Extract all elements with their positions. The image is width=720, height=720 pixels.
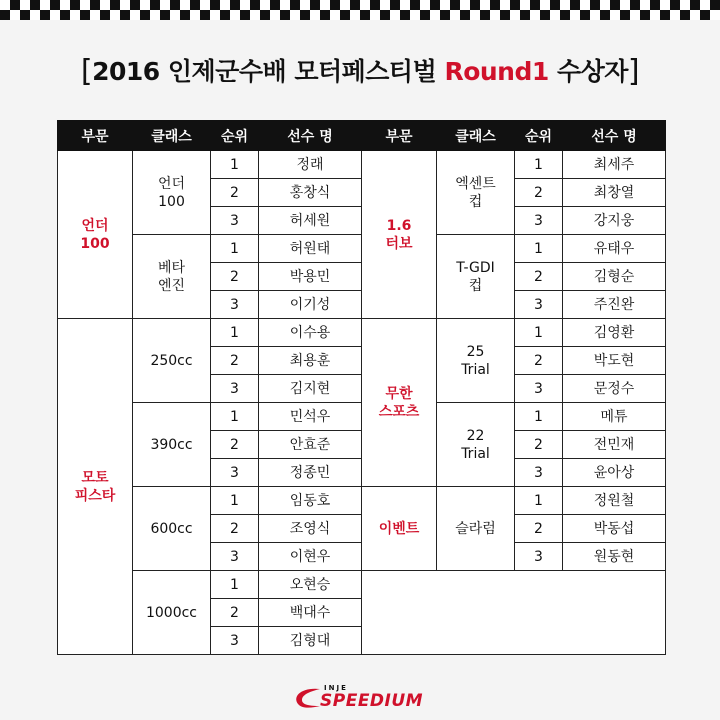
title-bracket-open: [ <box>80 54 93 89</box>
right-category-cell: 이벤트 <box>362 487 437 571</box>
title-round: Round1 <box>444 57 549 86</box>
right-class-cell: T-GDI 컵 <box>437 235 515 319</box>
left-class-cell: 390cc <box>133 403 211 487</box>
right-rank-cell: 1 <box>515 235 563 263</box>
left-rank-cell: 1 <box>211 487 259 515</box>
left-rank-cell: 2 <box>211 515 259 543</box>
right-rank-cell: 3 <box>515 543 563 571</box>
table-row <box>58 571 666 599</box>
header-category-right: 부문 <box>362 121 437 151</box>
right-rank-cell: 1 <box>515 487 563 515</box>
right-rank-cell: 3 <box>515 459 563 487</box>
logo-speedium-text: SPEEDIUM <box>320 691 424 711</box>
left-class-cell: 600cc <box>133 487 211 571</box>
table-row <box>58 319 666 347</box>
inje-speedium-logo <box>290 684 440 714</box>
left-category-cell: 모토 피스타 <box>58 319 133 655</box>
checkered-flag-border <box>0 0 720 20</box>
left-rank-cell: 3 <box>211 291 259 319</box>
left-rank-cell: 3 <box>211 375 259 403</box>
left-winner-name: 임동호 <box>259 487 362 515</box>
right-rank-cell: 2 <box>515 431 563 459</box>
right-rank-cell: 1 <box>515 403 563 431</box>
header-name-right: 선수 명 <box>563 121 666 151</box>
right-rank-cell: 3 <box>515 291 563 319</box>
right-empty-cell <box>362 571 666 655</box>
right-winner-name: 문정수 <box>563 375 666 403</box>
left-rank-cell: 1 <box>211 235 259 263</box>
right-class-cell: 22 Trial <box>437 403 515 487</box>
title-prefix: 2016 인제군수배 모터페스티벌 <box>92 57 445 86</box>
left-class-cell: 1000cc <box>133 571 211 655</box>
right-class-cell: 슬라럼 <box>437 487 515 571</box>
left-winner-name: 이현우 <box>259 543 362 571</box>
right-winner-name: 전민재 <box>563 431 666 459</box>
left-winner-name: 홍창식 <box>259 179 362 207</box>
results-table <box>57 120 666 655</box>
left-winner-name: 최용훈 <box>259 347 362 375</box>
right-winner-name: 주진완 <box>563 291 666 319</box>
header-class-right: 클래스 <box>437 121 515 151</box>
left-winner-name: 박용민 <box>259 263 362 291</box>
left-class-cell: 250cc <box>133 319 211 403</box>
left-rank-cell: 3 <box>211 627 259 655</box>
left-winner-name: 허세원 <box>259 207 362 235</box>
right-rank-cell: 2 <box>515 515 563 543</box>
right-category-cell: 무한 스포츠 <box>362 319 437 487</box>
left-winner-name: 김지현 <box>259 375 362 403</box>
right-rank-cell: 3 <box>515 375 563 403</box>
right-rank-cell: 2 <box>515 347 563 375</box>
left-rank-cell: 2 <box>211 599 259 627</box>
left-winner-name: 정래 <box>259 151 362 179</box>
right-winner-name: 김영환 <box>563 319 666 347</box>
left-winner-name: 이기성 <box>259 291 362 319</box>
header-name-left: 선수 명 <box>259 121 362 151</box>
left-rank-cell: 2 <box>211 263 259 291</box>
right-winner-name: 박도현 <box>563 347 666 375</box>
left-rank-cell: 1 <box>211 571 259 599</box>
left-rank-cell: 2 <box>211 347 259 375</box>
left-rank-cell: 1 <box>211 403 259 431</box>
right-rank-cell: 2 <box>515 179 563 207</box>
page-title <box>0 52 720 88</box>
table-row <box>58 151 666 179</box>
left-rank-cell: 2 <box>211 431 259 459</box>
header-rank-left: 순위 <box>211 121 259 151</box>
title-suffix: 수상자 <box>548 57 628 86</box>
right-category-cell: 1.6 터보 <box>362 151 437 319</box>
title-bracket-close: ] <box>627 54 640 89</box>
right-winner-name: 최창열 <box>563 179 666 207</box>
right-class-cell: 엑센트 컵 <box>437 151 515 235</box>
left-winner-name: 허원태 <box>259 235 362 263</box>
right-rank-cell: 1 <box>515 319 563 347</box>
right-winner-name: 윤아상 <box>563 459 666 487</box>
left-winner-name: 김형대 <box>259 627 362 655</box>
table-header-row <box>58 121 666 151</box>
right-rank-cell: 2 <box>515 263 563 291</box>
right-winner-name: 정원철 <box>563 487 666 515</box>
right-rank-cell: 1 <box>515 151 563 179</box>
left-winner-name: 정종민 <box>259 459 362 487</box>
left-winner-name: 안효준 <box>259 431 362 459</box>
header-category-left: 부문 <box>58 121 133 151</box>
header-class-left: 클래스 <box>133 121 211 151</box>
left-rank-cell: 3 <box>211 543 259 571</box>
right-winner-name: 메튜 <box>563 403 666 431</box>
left-winner-name: 조영식 <box>259 515 362 543</box>
left-category-cell: 언더 100 <box>58 151 133 319</box>
left-rank-cell: 2 <box>211 179 259 207</box>
right-winner-name: 박동섭 <box>563 515 666 543</box>
header-rank-right: 순위 <box>515 121 563 151</box>
logo-inje-text: INJE <box>324 684 348 692</box>
right-class-cell: 25 Trial <box>437 319 515 403</box>
left-rank-cell: 1 <box>211 319 259 347</box>
right-winner-name: 유태우 <box>563 235 666 263</box>
left-rank-cell: 1 <box>211 151 259 179</box>
left-winner-name: 오현승 <box>259 571 362 599</box>
right-rank-cell: 3 <box>515 207 563 235</box>
left-winner-name: 백대수 <box>259 599 362 627</box>
table-row <box>58 487 666 515</box>
left-rank-cell: 3 <box>211 459 259 487</box>
left-winner-name: 이수용 <box>259 319 362 347</box>
left-class-cell: 베타 엔진 <box>133 235 211 319</box>
right-winner-name: 강지웅 <box>563 207 666 235</box>
left-rank-cell: 3 <box>211 207 259 235</box>
right-winner-name: 김형순 <box>563 263 666 291</box>
right-winner-name: 최세주 <box>563 151 666 179</box>
right-winner-name: 원동현 <box>563 543 666 571</box>
left-class-cell: 언더 100 <box>133 151 211 235</box>
left-winner-name: 민석우 <box>259 403 362 431</box>
